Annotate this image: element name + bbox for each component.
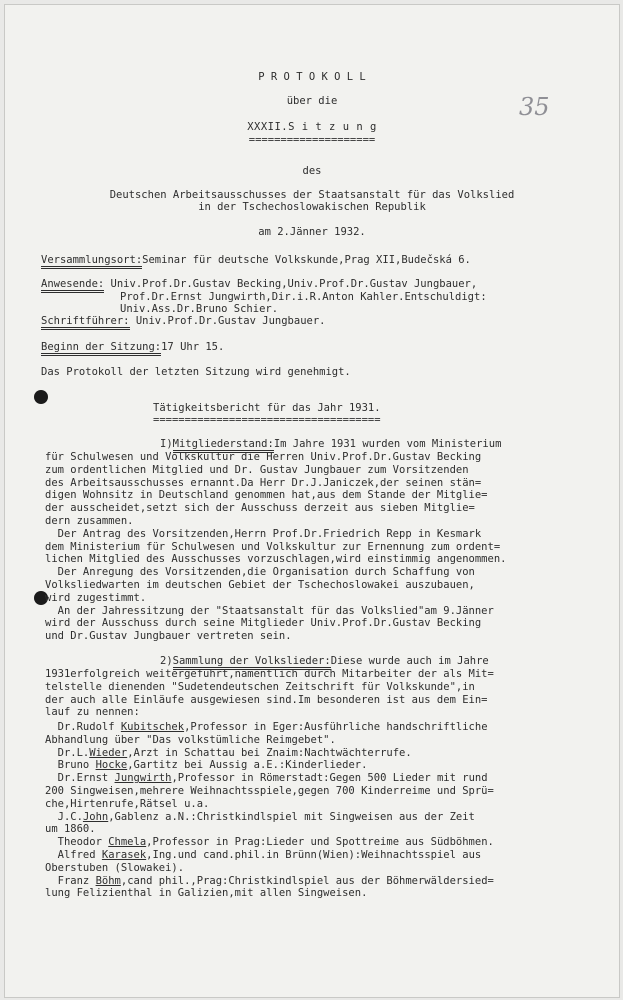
committee-line-1: Deutschen Arbeitsausschusses der Staatsanstalt für das Volkslied (109, 189, 515, 201)
contributor-name: Chmela (108, 836, 147, 849)
section-1-line: für Schulwesen und Volkskultur die Herren Univ.Prof.Dr.Gustav Becking (45, 451, 482, 463)
entry-description: ,cand phil.,Prag:Christkindlspiel aus der Böhmerwäldersied= (120, 874, 494, 887)
section-1-line: zum ordentlichen Mitglied und Dr. Gustav Jungbauer zum Vorsitzenden (45, 463, 469, 476)
secretary-label: Schriftführer: (41, 315, 130, 330)
section-2-line: telstelle dienenden "Sudetendeutschen Zeitschrift für Volkskunde",in (45, 680, 475, 693)
svg-text:35: 35 (519, 93, 550, 121)
document-page (4, 4, 620, 998)
collection-entry-line (45, 811, 475, 824)
punch-hole-top (34, 390, 48, 404)
secretary-line: Schriftführer: Univ.Prof.Dr.Gustav Jungbauer. (41, 315, 325, 328)
section-1-line: der ausscheidet,setzt sich der Ausschuss derzeit aus sieben Mitglie= (45, 502, 475, 515)
section-1-line: lichen Mitglied des Ausschusses vorzuschlagen,wird einstimmig angenommen. (45, 553, 507, 566)
entry-description: ,Gablenz a.N.:Christkindlspiel mit Singweisen aus der Zeit (108, 810, 475, 823)
session-start-line: Beginn der Sitzung:17 Uhr 15. (41, 341, 224, 354)
contributor-name: Karasek (101, 849, 147, 861)
collection-entry-line (45, 772, 488, 785)
collection-entry-line (45, 875, 494, 888)
section-1-line: des Arbeitsausschusses ernannt.Da Herr Dr.J.Janiczek,der seinen stän= (45, 476, 482, 489)
collection-entry-line (45, 747, 412, 760)
entry-text: J.C. (45, 810, 83, 823)
entry-text: um 1860. (45, 823, 96, 836)
section-1-line: dern zusammen. (45, 515, 134, 527)
collection-entry-line (45, 734, 336, 747)
entry-text: Dr.Rudolf (45, 721, 121, 733)
contributor-name: Jungwirth (114, 772, 172, 785)
section-2-line: lauf zu nennen: (45, 706, 140, 719)
contributor-name: Wieder (89, 746, 128, 759)
entry-text: Dr.L. (45, 746, 90, 759)
entry-text: Dr.Ernst (45, 772, 115, 785)
attendees-line-2: Prof.Dr.Ernst Jungwirth,Dir.i.R.Anton Kahler.Entschuldigt: (120, 291, 487, 303)
section-1-label: Mitgliederstand: (173, 438, 274, 453)
protocol-title: P R O T O K O L L (258, 71, 366, 83)
entry-text: che,Hirtenrufe,Rätsel u.a. (45, 797, 210, 810)
attendees-line-3: Univ.Ass.Dr.Bruno Schier. (120, 303, 279, 315)
attendees-label: Anwesende: (41, 278, 104, 293)
entry-text: lung Felizienthal in Galizien,mit allen Singweisen. (45, 887, 368, 900)
collection-entry-line (45, 836, 494, 849)
entry-text: Alfred (45, 849, 102, 861)
section-2-label: Sammlung der Volkslieder: (173, 655, 331, 670)
section-1-line: wird der Ausschuss durch seine Mitglieder Univ.Prof.Dr.Gustav Becking (45, 617, 482, 630)
collection-entry-line (45, 887, 367, 900)
entry-text: 200 Singweisen,mehrere Weihnachtsspiele,gegen 700 Kinderreime und Sprü= (45, 785, 494, 797)
session-rule: ==================== (248, 134, 376, 146)
contributor-name: Böhm (95, 874, 121, 887)
section-1-line: und Dr.Gustav Jungbauer vertreten sein. (45, 630, 292, 643)
section-1-line: Der Antrag des Vorsitzenden,Herrn Prof.Dr.Friedrich Repp in Kesmark (45, 527, 482, 540)
entry-description: ,Gartitz bei Aussig a.E.:Kinderlieder. (127, 759, 368, 772)
entry-description: ,Professor in Prag:Lieder und Spottreime aus Südböhmen. (146, 836, 494, 849)
committee-line-2: in der Tschechoslowakischen Republik (198, 201, 426, 213)
entry-text: Franz (45, 874, 96, 887)
entry-text: Oberstuben (Slowakei). (45, 861, 185, 874)
collection-entry-line (45, 823, 96, 836)
entry-description: ,Arzt in Schattau bei Znaim:Nachtwächterrufe. (127, 746, 412, 759)
minutes-approval: Das Protokoll der letzten Sitzung wird genehmigt. (41, 366, 351, 378)
section-2-line: der auch alle Einläufe ausgewiesen sind.Im besonderen ist aus dem Ein= (45, 693, 488, 706)
report-heading: Tätigkeitsbericht für das Jahr 1931. (153, 402, 381, 414)
collection-entry-line (45, 798, 209, 811)
contributor-name: John (82, 810, 109, 823)
collection-entry-line (45, 721, 488, 734)
section-1-line: Volksliedwarten im deutschen Gebiet der Tschechoslowakei auszubauen, (45, 579, 475, 591)
contributor-name: Kubitschek (120, 721, 185, 733)
ueber-line: über die (286, 95, 338, 107)
section-2-line: 1931erfolgreich weitergeführt,namentlich durch Mitarbeiter der als Mit= (45, 668, 494, 680)
attendees-line-1: Anwesende: Univ.Prof.Dr.Gustav Becking,Univ.Prof.Dr.Gustav Jungbauer, (41, 278, 477, 291)
collection-entry-line (45, 759, 367, 772)
entry-text: Abhandlung über "Das volkstümliche Reimgebet". (45, 733, 336, 746)
section-1-line: digen Wohnsitz in Deutschland genommen hat,aus dem Stande der Mitglie= (45, 489, 488, 502)
report-heading-rule: ==================================== (153, 414, 381, 426)
des-line: des (302, 165, 322, 177)
session-number: XXXII.S i t z u n g (247, 121, 377, 133)
section-1-first-line: I)Mitgliederstand:Im Jahre 1931 wurden vom Ministerium (160, 438, 501, 451)
place-label: Versammlungsort: (41, 254, 142, 269)
section-1-line: dem Ministerium für Schulwesen und Volkskultur zur Ernennung zum ordent= (45, 540, 501, 553)
entry-description: ,Professor in Eger:Ausführliche handschriftliche (184, 721, 488, 733)
section-1-line: wird zugestimmt. (45, 591, 147, 604)
collection-entry-line (45, 785, 494, 798)
section-1-line: An der Jahressitzung der "Staatsanstalt für das Volkslied"am 9.Jänner (45, 604, 494, 617)
contributor-name: Hocke (95, 759, 128, 772)
entry-description: ,Professor in Römerstadt:Gegen 500 Lieder mit rund (171, 772, 488, 785)
collection-entry-line (45, 849, 481, 862)
entry-text: Theodor (45, 836, 109, 849)
meeting-place (41, 254, 471, 267)
meeting-date: am 2.Jänner 1932. (258, 226, 366, 238)
place-value: Seminar für deutsche Volkskunde,Prag XII,Budečská 6. (142, 254, 471, 266)
entry-description: ,Ing.und cand.phil.in Brünn(Wien):Weihnachtsspiel aus (146, 849, 482, 861)
section-2-first-line: 2)Sammlung der Volkslieder:Diese wurde auch im Jahre (160, 655, 489, 668)
entry-text: Bruno (45, 759, 96, 772)
section-1-line: Der Anregung des Vorsitzenden,die Organisation durch Schaffung von (45, 566, 475, 579)
session-start-label: Beginn der Sitzung: (41, 341, 161, 356)
collection-entry-line (45, 862, 184, 875)
